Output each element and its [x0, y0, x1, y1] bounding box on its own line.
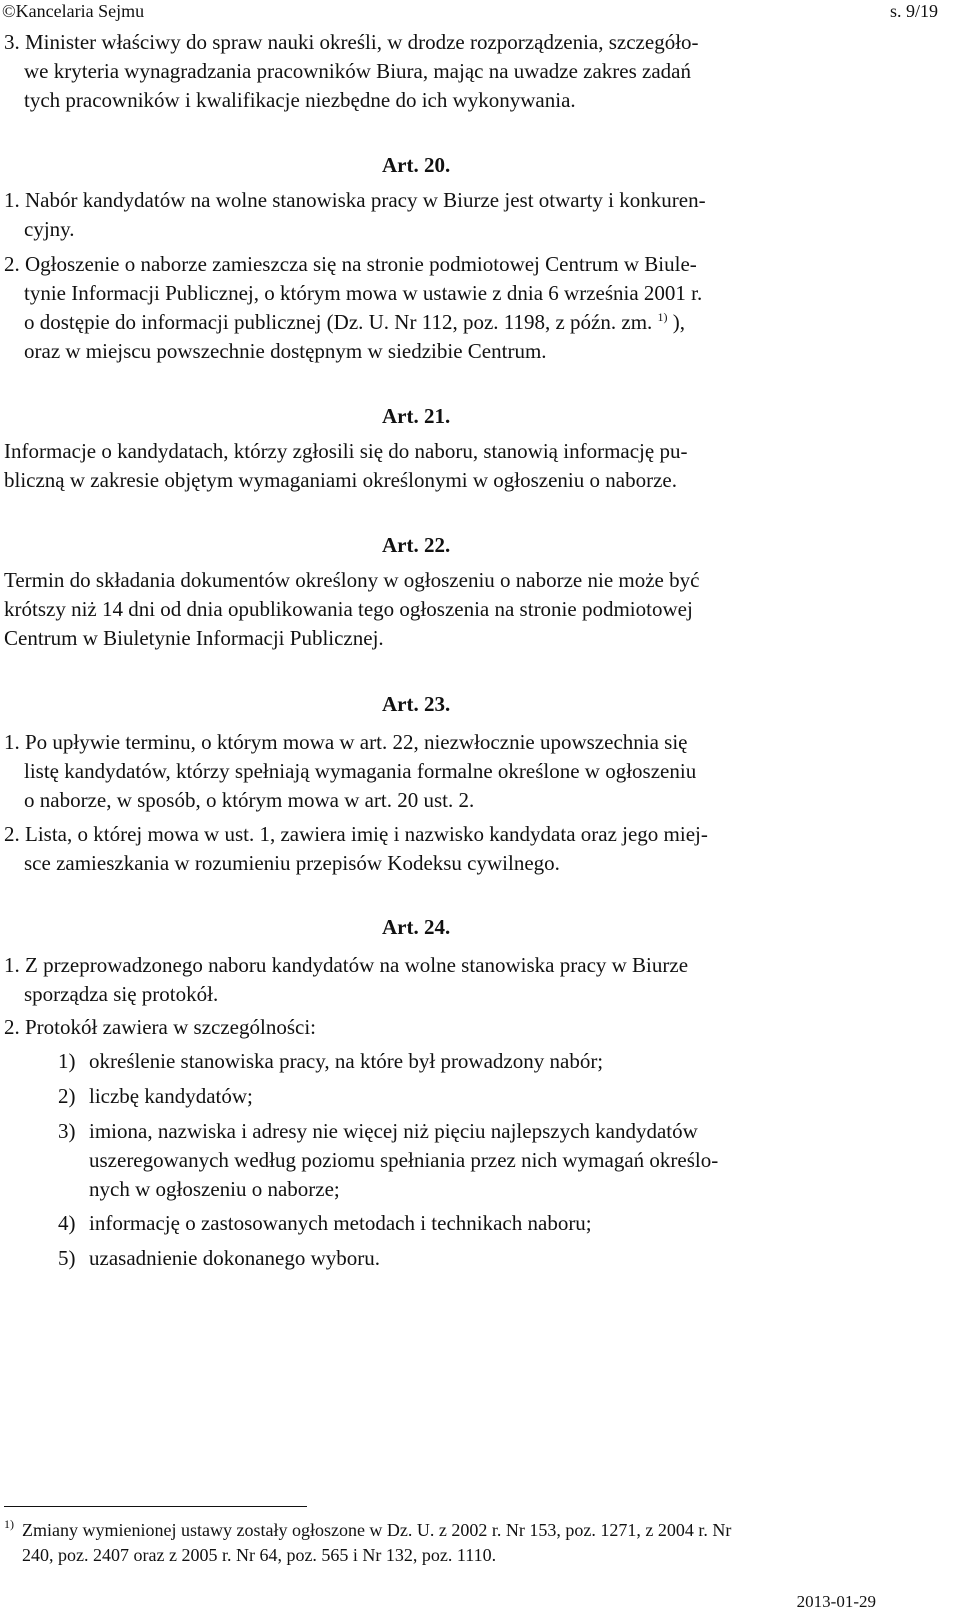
footnote-separator: [4, 1506, 307, 1507]
footnote-line: 240, poz. 2407 oraz z 2005 r. Nr 64, poz. 565 i Nr 132, poz. 1110.: [22, 1545, 497, 1565]
list-text: imiona, nazwiska i adresy nie więcej niż pięciu najlepszych kandydatów: [89, 1119, 698, 1143]
footer-date: 2013-01-29: [796, 1592, 876, 1611]
text-line: tych pracowników i kwalifikacje niezbędne do ich wykonywania.: [24, 88, 576, 112]
text-line: bliczną w zakresie objętym wymaganiami określonymi w ogłoszeniu o naborze.: [4, 468, 677, 492]
text-span: ),: [667, 310, 686, 334]
text-line: krótszy niż 14 dni od dnia opublikowania tego ogłoszenia na stronie podmiotowej: [4, 597, 693, 621]
text-line: sce zamieszkania w rozumieniu przepisów Kodeksu cywilnego.: [24, 851, 560, 875]
list-text: nych w ogłoszeniu o naborze;: [89, 1177, 340, 1201]
text-line: we kryteria wynagradzania pracowników Biura, mając na uwadze zakres zadań: [24, 59, 692, 83]
list-number: 3): [58, 1119, 76, 1143]
text-line: Informacje o kandydatach, którzy zgłosili się do naboru, stanowią informację pu-: [4, 439, 688, 463]
article-heading: Art. 21.: [382, 404, 451, 428]
footnote-reference[interactable]: 1): [657, 310, 668, 324]
text-line: Termin do składania dokumentów określony w ogłoszeniu o naborze nie może być: [4, 568, 700, 592]
article-heading: Art. 24.: [382, 915, 451, 939]
article-heading: Art. 20.: [382, 153, 451, 177]
publisher-header: ©Kancelaria Sejmu: [2, 1, 145, 21]
text-line: oraz w miejscu powszechnie dostępnym w siedzibie Centrum.: [24, 339, 547, 363]
footnote-line: Zmiany wymienionej ustawy zostały ogłoszone w Dz. U. z 2002 r. Nr 153, poz. 1271, z 2004 r. Nr: [22, 1520, 732, 1540]
list-text: określenie stanowiska pracy, na które był prowadzony nabór;: [89, 1049, 604, 1073]
list-text: uszeregowanych według poziomu spełniania przez nich wymagań określo-: [89, 1148, 719, 1172]
text-line: tynie Informacji Publicznej, o którym mowa w ustawie z dnia 6 września 2001 r.: [24, 281, 703, 305]
article-heading: Art. 22.: [382, 533, 451, 557]
text-line: [24, 307, 685, 337]
text-line: 1. Nabór kandydatów na wolne stanowiska pracy w Biurze jest otwarty i konkuren-: [4, 188, 706, 212]
list-text: uzasadnienie dokonanego wyboru.: [89, 1246, 380, 1270]
text-line: Centrum w Biuletynie Informacji Publicznej.: [4, 626, 384, 650]
text-line: cyjny.: [24, 217, 75, 241]
text-line: sporządza się protokół.: [24, 982, 219, 1006]
list-text: liczbę kandydatów;: [89, 1084, 253, 1108]
text-line: 3. Minister właściwy do spraw nauki określi, w drodze rozporządzenia, szczegóło-: [4, 30, 699, 54]
text-line: o naborze, w sposób, o którym mowa w art. 20 ust. 2.: [24, 788, 475, 812]
text-line: listę kandydatów, którzy spełniają wymagania formalne określone w ogłoszeniu: [24, 759, 697, 783]
page-number: s. 9/19: [889, 1, 938, 21]
text-line: 2. Lista, o której mowa w ust. 1, zawiera imię i nazwisko kandydata oraz jego miej-: [4, 822, 708, 846]
list-number: 2): [58, 1084, 76, 1108]
article-24-para-2: 2. Protokół zawiera w szczególności:: [4, 1015, 316, 1039]
list-number: 1): [58, 1049, 76, 1073]
text-span: o dostępie do informacji publicznej (Dz. U. Nr 112, poz. 1198, z późn. zm.: [24, 310, 653, 334]
list-text: informację o zastosowanych metodach i technikach naboru;: [89, 1211, 592, 1235]
list-number: 5): [58, 1246, 76, 1270]
text-line: 1. Z przeprowadzonego naboru kandydatów na wolne stanowiska pracy w Biurze: [4, 953, 689, 977]
text-line: 1. Po upływie terminu, o którym mowa w art. 22, niezwłocznie upowszechnia się: [4, 730, 688, 754]
text-line: 2. Ogłoszenie o naborze zamieszcza się na stronie podmiotowej Centrum w Biule-: [4, 252, 697, 276]
article-heading: Art. 23.: [382, 692, 451, 716]
list-number: 4): [58, 1211, 76, 1235]
